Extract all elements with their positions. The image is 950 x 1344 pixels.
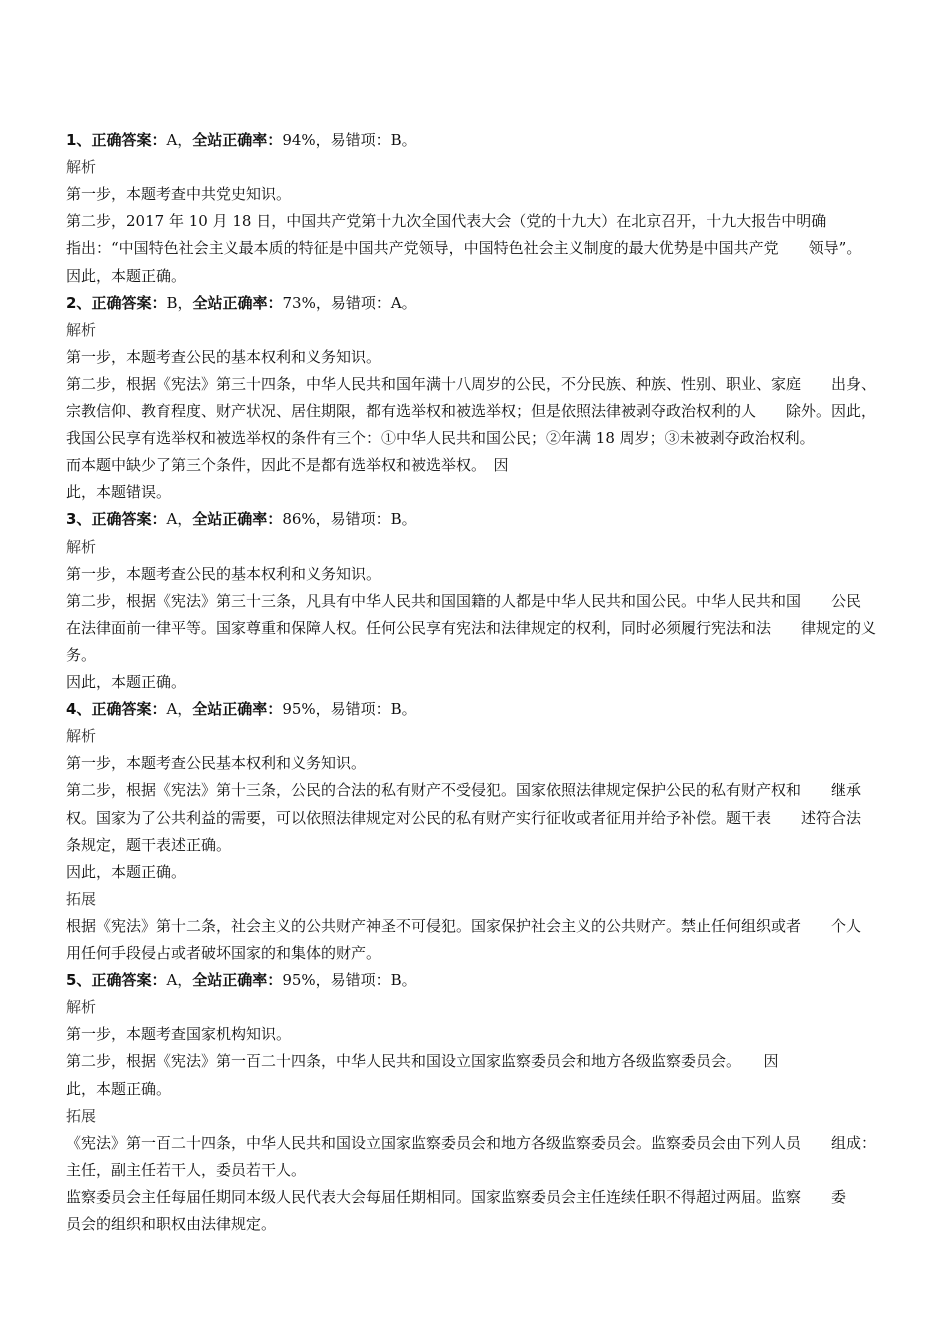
accuracy-value: 94%，易错项：B。 xyxy=(282,131,417,149)
answer-label: 正确答案： xyxy=(91,294,167,312)
answer-header xyxy=(66,699,417,719)
section-heading: 解析 xyxy=(66,158,97,176)
paragraph-line: 用任何手段侵占或者破坏国家的和集体的财产。 xyxy=(66,944,382,962)
answer-value: B， xyxy=(166,294,193,312)
section-heading: 拓展 xyxy=(66,1107,97,1125)
paragraph-line: 主任，副主任若干人，委员若干人。 xyxy=(66,1161,307,1179)
paragraph-line: 因此，本题正确。 xyxy=(66,863,187,881)
answer-header xyxy=(66,130,417,150)
paragraph-line: 《宪法》第一百二十四条，中华人民共和国设立国家监察委员会和地方各级监察委员会。监察委员会由下列人员 组成： xyxy=(66,1134,877,1152)
section-heading: 解析 xyxy=(66,727,97,745)
paragraph-line: 第一步，本题考查公民的基本权利和义务知识。 xyxy=(66,348,382,366)
answer-header xyxy=(66,509,417,529)
paragraph-line: 监察委员会主任每届任期同本级人民代表大会每届任期相同。国家监察委员会主任连续任职不得超过两届。监察 委 xyxy=(66,1188,847,1206)
paragraph-line: 第一步，本题考查国家机构知识。 xyxy=(66,1025,292,1043)
paragraph-line: 第二步，2017 年 10 月 18 日，中国共产党第十九次全国代表大会（党的十九大）在北京召开，十九大报告中明确 xyxy=(66,212,827,230)
accuracy-value: 95%，易错项：B。 xyxy=(282,700,417,718)
answer-value: A， xyxy=(166,971,193,989)
answer-header xyxy=(66,970,417,990)
paragraph-line: 第一步，本题考查公民的基本权利和义务知识。 xyxy=(66,565,382,583)
accuracy-value: 95%，易错项：B。 xyxy=(282,971,417,989)
accuracy-value: 86%，易错项：B。 xyxy=(282,510,417,528)
accuracy-value: 73%，易错项：A。 xyxy=(282,294,417,312)
paragraph-line: 员会的组织和职权由法律规定。 xyxy=(66,1215,277,1233)
paragraph-line: 第二步，根据《宪法》第三十四条，中华人民共和国年满十八周岁的公民，不分民族、种族、性别、职业、家庭 出身、 xyxy=(66,375,877,393)
answer-number: 5、 xyxy=(66,971,92,989)
answer-value: A， xyxy=(166,700,193,718)
answer-number: 4、 xyxy=(66,700,92,718)
paragraph-line: 第一步，本题考查中共党史知识。 xyxy=(66,185,292,203)
paragraph-line: 第二步，根据《宪法》第三十三条，凡具有中华人民共和国国籍的人都是中华人民共和国公民。中华人民共和国 公民 xyxy=(66,592,862,610)
paragraph-line: 我国公民享有选举权和被选举权的条件有三个：①中华人民共和国公民；②年满 18 周岁；③未被剥夺政治权利。 xyxy=(66,429,815,447)
paragraph-line: 第一步，本题考查公民基本权利和义务知识。 xyxy=(66,754,367,772)
answer-value: A， xyxy=(166,131,193,149)
accuracy-label: 全站正确率： xyxy=(192,971,283,989)
paragraph-line: 此，本题正确。 xyxy=(66,1080,172,1098)
paragraph-line: 务。 xyxy=(66,646,97,664)
paragraph-line: 条规定，题干表述正确。 xyxy=(66,836,232,854)
paragraph-line: 宗教信仰、教育程度、财产状况、居住期限，都有选举权和被选举权；但是依照法律被剥夺政治权利的人 除外。因此， xyxy=(66,402,877,420)
section-heading: 解析 xyxy=(66,321,97,339)
section-heading: 解析 xyxy=(66,538,97,556)
accuracy-label: 全站正确率： xyxy=(192,700,283,718)
accuracy-label: 全站正确率： xyxy=(192,131,283,149)
answer-number: 2、 xyxy=(66,294,92,312)
paragraph-line: 指出：“中国特色社会主义最本质的特征是中国共产党领导，中国特色社会主义制度的最大优势是中国共产党 领导”。 xyxy=(66,239,862,257)
paragraph-line: 在法律面前一律平等。国家尊重和保障人权。任何公民享有宪法和法律规定的权利，同时必须履行宪法和法 律规定的义 xyxy=(66,619,877,637)
paragraph-line: 而本题中缺少了第三个条件，因此不是都有选举权和被选举权。 因 xyxy=(66,456,509,474)
answer-label: 正确答案： xyxy=(91,510,167,528)
paragraph-line: 根据《宪法》第十二条，社会主义的公共财产神圣不可侵犯。国家保护社会主义的公共财产。禁止任何组织或者 个人 xyxy=(66,917,862,935)
paragraph-line: 权。国家为了公共利益的需要，可以依照法律规定对公民的私有财产实行征收或者征用并给予补偿。题干表 述符合法 xyxy=(66,809,862,827)
answer-value: A， xyxy=(166,510,193,528)
section-heading: 拓展 xyxy=(66,890,97,908)
answer-label: 正确答案： xyxy=(91,971,167,989)
paragraph-line: 因此，本题正确。 xyxy=(66,267,187,285)
answer-number: 3、 xyxy=(66,510,92,528)
accuracy-label: 全站正确率： xyxy=(192,294,283,312)
answer-label: 正确答案： xyxy=(91,131,167,149)
answer-number: 1、 xyxy=(66,131,92,149)
paragraph-line: 此，本题错误。 xyxy=(66,483,172,501)
answer-label: 正确答案： xyxy=(91,700,167,718)
answer-header xyxy=(66,293,417,313)
accuracy-label: 全站正确率： xyxy=(192,510,283,528)
section-heading: 解析 xyxy=(66,998,97,1016)
paragraph-line: 因此，本题正确。 xyxy=(66,673,187,691)
paragraph-line: 第二步，根据《宪法》第一百二十四条，中华人民共和国设立国家监察委员会和地方各级监察委员会。 因 xyxy=(66,1052,779,1070)
paragraph-line: 第二步，根据《宪法》第十三条，公民的合法的私有财产不受侵犯。国家依照法律规定保护公民的私有财产权和 继承 xyxy=(66,781,862,799)
